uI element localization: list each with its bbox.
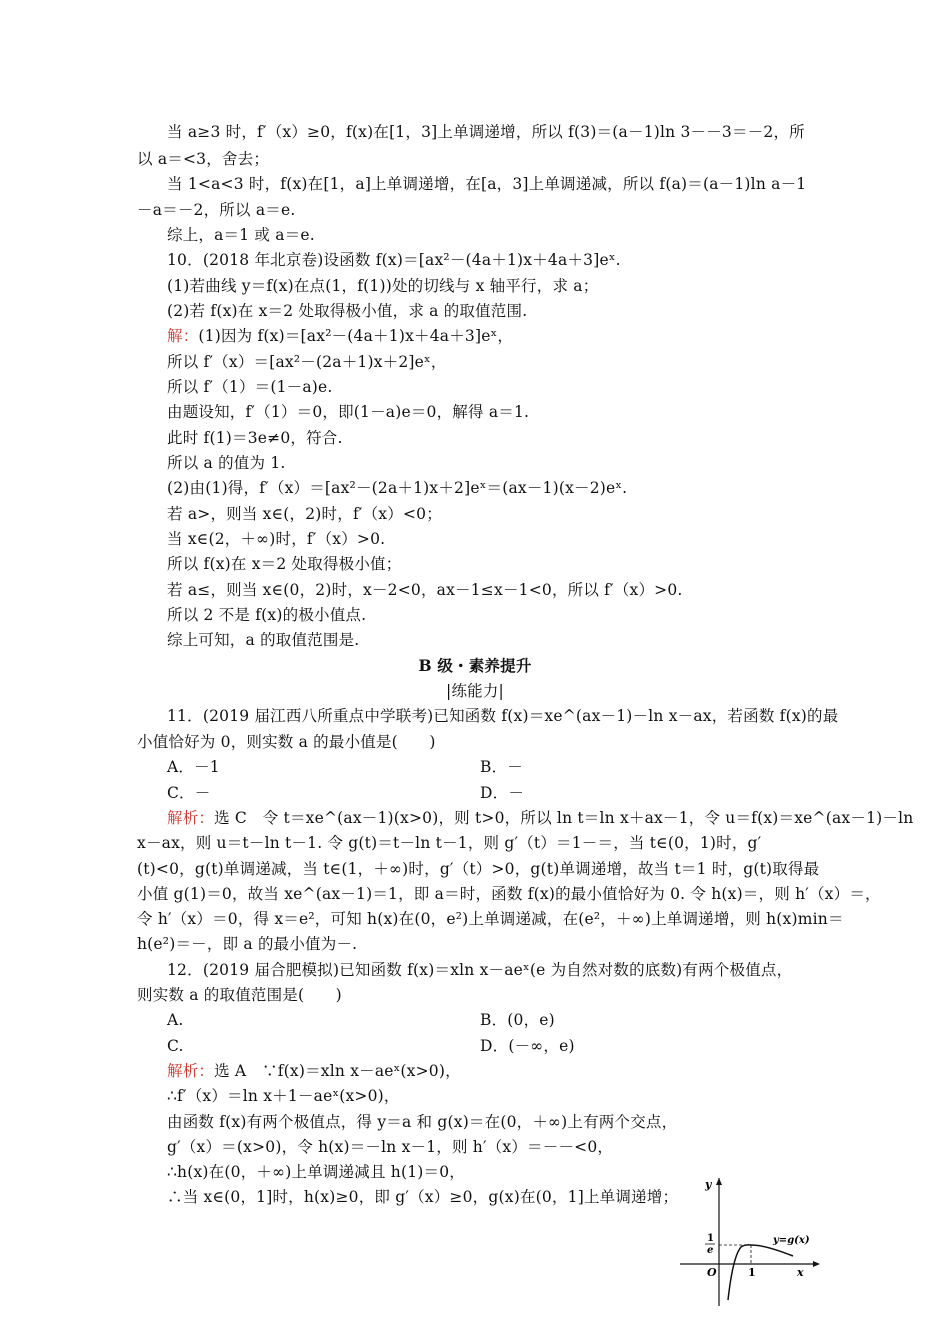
text-line: 若 a>，则当 x∈(，2)时，f′（x）<0； (167, 505, 442, 523)
text-line: (2)若 f(x)在 x＝2 处取得极小值，求 a 的取值范围. (167, 302, 528, 320)
problem-11-title: 11．(2019 届江西八所重点中学联考)已知函数 f(x)＝xe^(ax－1)－ln x－ax，若函数 f(x)的最 (167, 707, 839, 725)
text-line: ∴f′（x）＝ln x＋1－aeˣ(x>0)， (167, 1087, 400, 1105)
analysis-label: 解析： (167, 1062, 215, 1080)
section-subheading: |练能力| (446, 682, 504, 700)
text-line: 所以 f(x)在 x＝2 处取得极小值； (167, 555, 402, 573)
x-axis-label: x (797, 1266, 804, 1279)
text-line: 所以 f′（x）＝[ax²－(2a＋1)x＋2]eˣ， (167, 353, 447, 371)
option-d: D．(－∞，e) (480, 1037, 575, 1055)
analysis-text: 选 A ∵f(x)＝xln x－aeˣ(x>0)， (214, 1062, 461, 1080)
text-line: 若 a≤，则当 x∈(0，2)时，x－2<0，ax－1≤x－1<0，所以 f′（x）>0. (167, 581, 683, 599)
text-line: (t)<0，g(t)单调递减，当 t∈(1，＋∞)时，g′（t）>0，g(t)单调递增，故当 t＝1 时，g(t)取得最 (137, 860, 820, 878)
text-line: 令 h′（x）＝0，得 x＝e²，可知 h(x)在(0，e²)上单调递减，在(e²，＋∞)上单调递增，则 h(x)min＝ (137, 910, 844, 928)
text-line: 则实数 a 的取值范围是( ) (137, 986, 342, 1004)
y-axis-label: y (705, 1178, 712, 1191)
text-line: 由函数 f(x)有两个极值点，得 y＝a 和 g(x)＝在(0，＋∞)上有两个交点， (167, 1113, 678, 1131)
solution-line (167, 325, 513, 347)
curve-g (728, 1245, 793, 1300)
frac-denominator: e (707, 1245, 714, 1256)
text-line: 小值 g(1)＝0，故当 xe^(ax－1)＝1，即 a＝时，函数 f(x)的最小值恰好为 0. 令 h(x)＝，则 h′（x）＝， (137, 885, 881, 903)
text-line: (2)由(1)得，f′（x）＝[ax²－(2a＋1)x＋2]eˣ＝(ax－1)(x－2)eˣ. (167, 479, 628, 497)
text-line: 所以 a 的值为 1. (167, 454, 286, 472)
text-line: x－ax，则 u＝t－ln t－1. 令 g(t)＝t－ln t－1，则 g′（t）＝1－＝，当 t∈(0，1)时，g′ (137, 834, 762, 852)
text-line: 当 1<a<3 时，f(x)在[1，a]上单调递增，在[a，3]上单调递减，所以 f(a)＝(a－1)ln a－1 (167, 175, 807, 193)
text-line: 由题设知，f′（1）＝0，即(1－a)e＝0，解得 a＝1. (167, 403, 530, 421)
solution-label: 解： (167, 327, 199, 345)
text-line: 综上，a＝1 或 a＝e. (167, 226, 315, 244)
solution-text: (1)因为 f(x)＝[ax²－(4a＋1)x＋4a＋3]eˣ， (198, 327, 514, 345)
analysis-label: 解析： (167, 809, 215, 827)
origin-label: O (707, 1266, 717, 1279)
analysis-text: 选 C 令 t＝xe^(ax－1)(x>0)，则 t>0，所以 ln t＝ln x＋ax－1，令 u＝f(x)＝xe^(ax－1)－ln (214, 809, 914, 827)
curve-label: y=g(x) (773, 1235, 810, 1246)
text-line: 此时 f(1)＝3e≠0，符合. (167, 429, 343, 447)
text-line: ∴h(x)在(0，＋∞)上单调递减且 h(1)＝0， (167, 1163, 465, 1181)
section-heading: B 级・素养提升 (418, 656, 532, 675)
option-d: D．－ (480, 784, 525, 802)
text-line: 当 x∈(2，＋∞)时，f′（x）>0. (167, 530, 386, 548)
option-b: B．(0，e) (480, 1011, 555, 1029)
x-axis-arrow (813, 1261, 820, 1267)
text-line: 以 a＝<3，舍去； (137, 150, 270, 168)
problem-12-title: 12．(2019 届合肥模拟)已知函数 f(x)＝xln x－aeˣ(e 为自然对数的底数)有两个极值点， (167, 961, 793, 979)
function-graph (675, 1178, 825, 1308)
option-b: B．－ (480, 758, 523, 776)
text-line: ∴当 x∈(0，1]时，h(x)≥0，即 g′（x）≥0，g(x)在(0，1]上单调递增； (167, 1188, 679, 1206)
tick-1-label: 1 (748, 1266, 756, 1279)
option-a: A. (167, 1011, 184, 1029)
text-line: 综上可知，a 的取值范围是. (167, 631, 360, 649)
option-c: C．－ (167, 784, 211, 802)
analysis-line (167, 1060, 461, 1082)
text-line: 所以 2 不是 f(x)的极小值点. (167, 606, 367, 624)
option-c: C. (167, 1037, 184, 1055)
text-line: 当 a≥3 时，f′（x）≥0，f(x)在[1，3]上单调递增，所以 f(3)＝(a－1)ln 3－－3＝－2，所 (167, 123, 805, 141)
text-line: 所以 f′（1）＝(1－a)e. (167, 378, 333, 396)
text-line: (1)若曲线 y＝f(x)在点(1，f(1))处的切线与 x 轴平行，求 a； (167, 277, 599, 295)
text-line: h(e²)＝－，即 a 的最小值为－. (137, 935, 358, 953)
analysis-line (167, 807, 913, 829)
text-line: 小值恰好为 0，则实数 a 的最小值是( ) (137, 733, 436, 751)
text-line: －a＝－2，所以 a＝e. (137, 201, 296, 219)
problem-10-title: 10．(2018 年北京卷)设函数 f(x)＝[ax²－(4a＋1)x＋4a＋3]eˣ. (167, 251, 621, 269)
y-axis-arrow (716, 1178, 722, 1185)
frac-numerator: 1 (707, 1233, 714, 1244)
option-a: A．－1 (167, 758, 220, 776)
text-line: g′（x）＝(x>0)，令 h(x)＝－ln x－1，则 h′（x）＝－－<0， (167, 1138, 614, 1156)
